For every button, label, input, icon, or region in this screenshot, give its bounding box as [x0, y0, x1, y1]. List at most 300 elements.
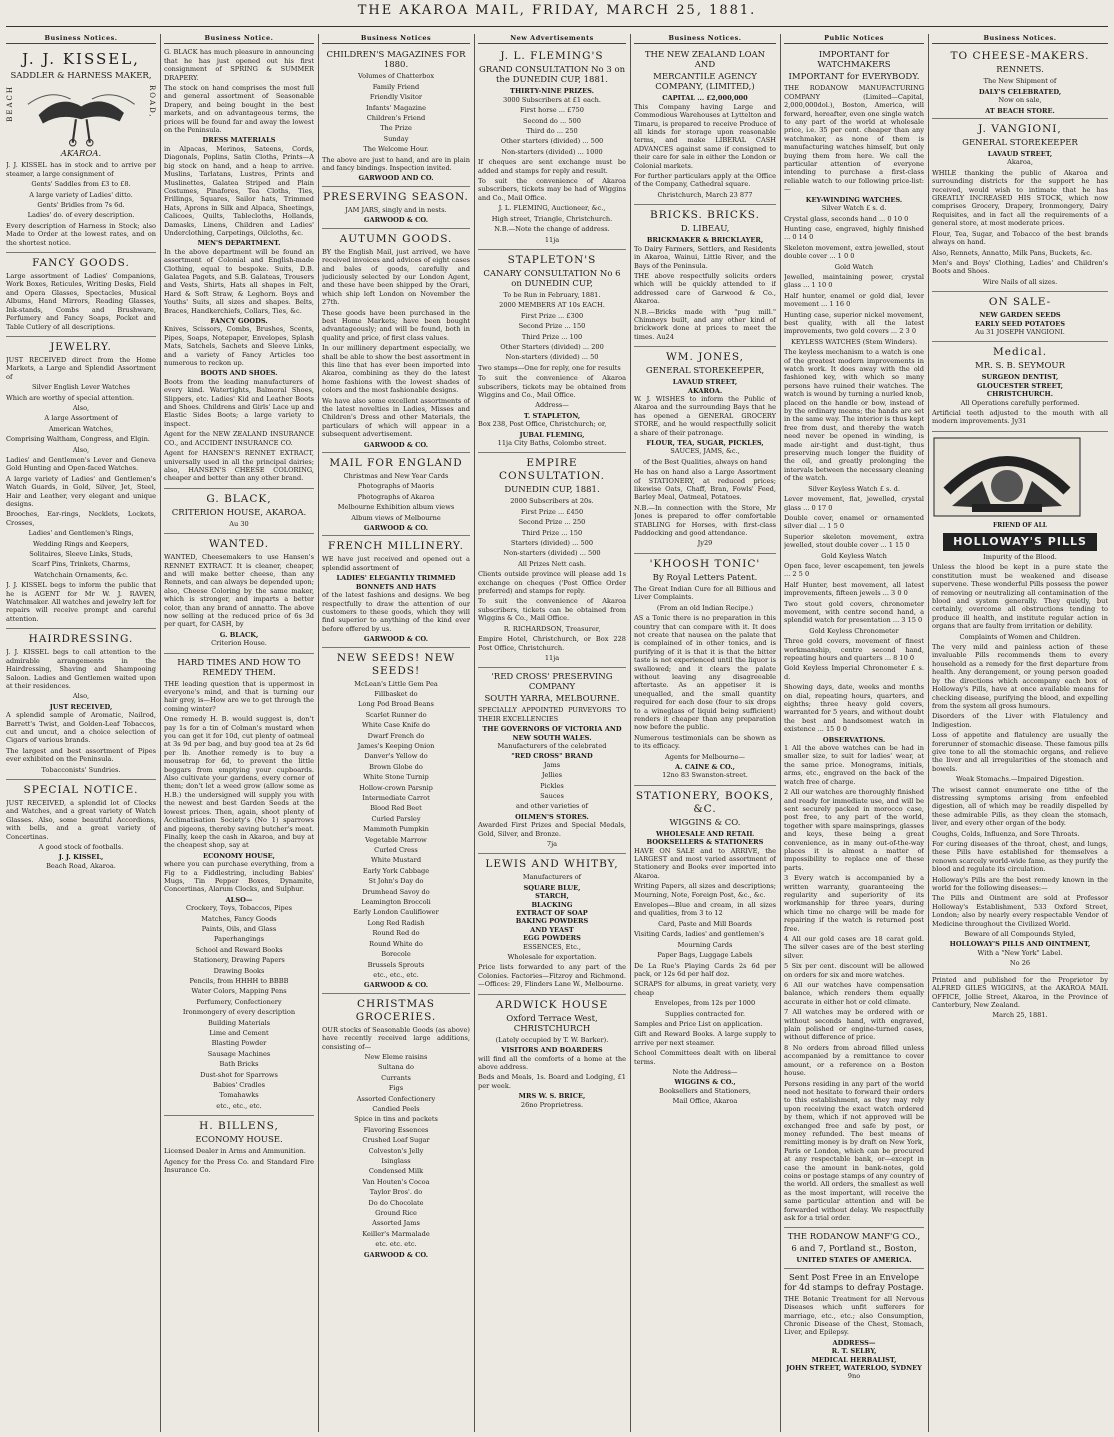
ad-text: Double cover, enamel or ornamented silver dial ... 1 5 0 — [784, 513, 924, 531]
ad-subheading: THE GOVERNORS OF VICTORIA AND NEW SOUTH WALES. — [482, 725, 622, 742]
ad-text: Christchurch, March 23 877 — [657, 190, 753, 199]
ad-text: Envelopes, from 12s per 1000 — [654, 999, 756, 1008]
ad-text: Paints, Oils, and Glass — [201, 924, 277, 933]
ad-text: Half hunter, enamel or gold dial, lever movement ... 1 16 0 — [784, 291, 924, 309]
ad-subheading: J. J. KISSEL, — [58, 853, 104, 862]
ad-text: G. BLACK has much pleasure in announcing that he has just opened out his first consignment of SPRING & SUMMER DRAPERY. — [164, 48, 314, 82]
ad-subtitle: MR. S. B. SEYMOUR — [975, 361, 1065, 372]
ad-text: In our millinery department especially, we shall be able to show the best assortment in this line that has ever been imported into Akaroa, combining as they do the latest home fashions with the lowest shades of colors and the most fashionable designs. — [322, 344, 470, 395]
ad-text: Sunday — [383, 134, 409, 143]
ad-text: Awarded First Prizes and Special Medals, Gold, Silver, and Bronze. — [478, 821, 626, 838]
advertisement — [478, 668, 626, 854]
ad-text: 3 Every watch is accompanied by a written warranty, guaranteeing the regularity and superiority of its workmanship for three years, during which time no charge will be made for repairing if the watch is returned post free. — [784, 874, 924, 933]
ad-text: Persons residing in any part of the world need not hesitate to forward their orders to this establishment, as they may rely upon receiving the exact watch ordered by them, which if not approved will be exchanged free and safe by post, or money refunded. The best means of remitting money is by draft on New York, Paris or London, which can be procured at any respectable bank, or—except in case the amount in bank-notes, gold coins or postage stamps of any country of the world. All orders, the smallest as well as the most important, will receive the same particular attention and will be forwarded without delay. We respectfully ask for a trial order. — [784, 1079, 924, 1222]
ad-subtitle: MERCANTILE AGENCY COMPANY, (LIMITED,) — [653, 72, 757, 93]
ad-text: A good stock of footballs. — [38, 843, 124, 851]
ad-text: Water Colors, Mapping Pens — [191, 987, 287, 996]
ad-text: Christmas and New Year Cards — [343, 472, 449, 481]
ad-subheading: SURGEON DENTIST, — [981, 373, 1059, 382]
ad-subheading: G. BLACK, — [219, 630, 259, 639]
advertisement — [932, 46, 1108, 119]
ad-text: Friendly Visitor — [369, 93, 423, 102]
ad-text: Holloway's Pills are the best remedy known in the world for the following diseases:— — [932, 875, 1108, 893]
ad-text: Drawing Books — [213, 966, 265, 975]
ad-subheading: ECONOMY HOUSE, — [203, 851, 275, 860]
ad-text: Perfumery, Confectionery — [196, 997, 282, 1006]
ad-subheading: OILMEN'S STORES. — [515, 812, 589, 821]
ad-title: 'KHOOSH TONIC' — [649, 557, 761, 570]
ad-text: De La Rue's Playing Cards 2s 6d per pack, or 12s 6d per half doz. — [634, 961, 776, 978]
ad-text: James's Keeping Onion — [357, 741, 435, 750]
ad-text: 1 All the above watches can be had in smaller size, to suit for ladies' wear, at the same price. Monograms, initials, arms, etc., engraved on the back of the watch free of charge. — [784, 744, 924, 786]
ad-text: Drumhead Savoy do — [362, 887, 430, 896]
ad-text: Long Red Radish — [367, 918, 425, 927]
advertisement — [164, 489, 314, 534]
ad-text: Empire Hotel, Christchurch, or Box 228 Post Office, Christchurch. — [478, 635, 626, 652]
column-rule — [780, 34, 781, 1432]
ad-text: No 26 — [1009, 959, 1031, 968]
ad-text: 5 Six per cent. discount will be allowed on orders for six and more watches. — [784, 962, 924, 979]
ad-text: J. J. KISSEL begs to call attention to the admirable arrangements in the Hairdressing, Shaving and Shampooing Saloon. Ladies and Gentlemen waited upon at their residences. — [6, 648, 156, 690]
ad-text: Two stamps—One for reply, one for results — [478, 363, 621, 372]
ad-text: First Prize ... £450 — [520, 507, 584, 516]
advertisement — [634, 554, 776, 786]
ad-text: SCRAPS for albums, in great variety, very cheap — [634, 980, 776, 997]
ad-text: The Great Indian Cure for all Billious and Liver Complaints. — [634, 584, 776, 602]
ad-text: Brooches, Ear-rings, Necklets, Lockets, Crosses, — [6, 510, 156, 527]
ad-text: Mammoth Pumpkin — [363, 825, 429, 834]
ad-title: NEW SEEDS! NEW SEEDS! — [336, 651, 456, 677]
ad-text: OUR stocks of Seasonable Goods (as above) have recently received large additions, consisting of— — [322, 1025, 470, 1051]
ad-text: To Dairy Farmers, Settlers, and Residents in Akaroa, Wainui, Little River, and the Bays of the Peninsula. — [634, 244, 776, 270]
ad-text: The Welcome Hour. — [363, 145, 429, 154]
ad-text: This Company having Large and Commodious Warehouses at Lyttelton and Timaru, is prepared to receive Produce of all kinds for storage upon reasonable terms, and make LIBERAL CASH ADVANCES against same if consigned to their care for sale in either the London or Colonial markets. — [634, 102, 776, 170]
hollo-banner: HOLLOWAY'S PILLS — [943, 533, 1097, 551]
ad-text: N.B.—In connection with the Store, Mr Jones is prepared to offer comfortable STABLING for Horses, with first-class Paddocking and good attendance. — [634, 503, 776, 538]
ad-text: Figs — [388, 1084, 404, 1093]
ad-subheading: A. CAINE & CO., — [675, 763, 735, 771]
ad-text: Disorders of the Liver with Flatulency and Indigestion. — [932, 712, 1108, 729]
advertisement — [164, 1116, 314, 1179]
ad-text: Gold Keyless Imperial Chronometer £ s. d. — [784, 664, 924, 681]
ad-text: Melbourne Exhibition album views — [337, 503, 455, 512]
ad-text: Also, — [72, 445, 90, 454]
side-label-left: BEACH — [6, 85, 14, 123]
ad-text: Third Prize ... 150 — [521, 528, 583, 537]
ad-text: Colveston's Jelly — [368, 1146, 424, 1155]
ad-subtitle: By Royal Letters Patent. — [652, 572, 758, 583]
ad-text: Tomahawks — [219, 1091, 259, 1100]
ad-title: CHRISTMAS GROCERIES. — [355, 997, 437, 1023]
ad-text: Agent for the NEW ZEALAND INSURANCE CO., and ACCIDENT INSURANCE CO. — [164, 430, 314, 447]
ad-subheading: EGG POWDERS — [523, 934, 581, 943]
column-6 — [784, 34, 924, 1432]
ad-text: (From an old Indian Recipe.) — [656, 603, 754, 612]
ad-text: To suit the convenience of Akaroa subscribers, tickets can be obtained from Wiggins & Co., Mail Office. — [478, 597, 626, 623]
ad-text: Numerous testimonials can be shown as to its efficacy. — [634, 733, 776, 751]
ad-text: Sauces — [540, 791, 564, 800]
ad-text: Non-starters (divided) ... 1000 — [501, 147, 603, 156]
ad-text: of the Best Qualities, always on hand — [642, 457, 768, 466]
ad-subheading: GARWOOD & CO. — [363, 216, 429, 225]
ad-title: THE RODANOW MANF'G CO., — [787, 1232, 921, 1243]
ad-text: ESSENCES, Etc., — [523, 942, 581, 951]
ad-title: H. BILLENS, — [199, 1120, 279, 1133]
ad-text: Note the Address— — [672, 1067, 738, 1076]
ad-text: Children's Friend — [366, 114, 426, 123]
ad-text: Danver's Yellow do — [364, 752, 428, 761]
advertisement — [6, 780, 156, 875]
ad-title: J. J. KISSEL, — [22, 50, 140, 69]
ad-text: N.B.—Bricks made with "pug mill." Chimneys built, and any other kind of brickwork done at prices to meet the times. Au24 — [634, 307, 776, 341]
ad-text: Photographs of Maoris — [357, 482, 435, 491]
ad-text: St John's Day do — [368, 877, 424, 886]
ad-text: Two stout gold covers, chronometer movement, with centre second hand, a splendid watch for presentation ... 3 15 0 — [784, 599, 924, 625]
advertisement — [478, 453, 626, 668]
ad-text: Non-starters (divided) ... 50 — [505, 353, 599, 362]
ad-text: Stationery, Drawing Papers — [193, 956, 285, 965]
ad-title: WANTED. — [208, 538, 270, 551]
ad-text: 2000 MEMBERS AT 10s EACH. — [499, 301, 605, 310]
ad-text: Visiting Cards, ladies' and gentlemen's — [634, 930, 765, 939]
ad-text: White Case Knife do — [361, 721, 431, 730]
ad-subheading: GARWOOD & CO. — [363, 635, 429, 644]
ad-subtitle: Oxford Terrace West, CHRISTCHURCH — [506, 1013, 598, 1034]
ad-text: Beds and Meals, 1s. Board and Lodging, £1 per week. — [478, 1073, 626, 1090]
ad-text: Isinglass — [381, 1157, 411, 1165]
masthead: THE AKAROA MAIL, FRIDAY, MARCH 25, 1881. — [357, 3, 757, 18]
ad-text: The keyless mechanism to a watch is one of the greatest modern improvements in watch work. It does away with the old fashioned key, with which so many persons have ruined their watches. The watch is wound by turning a nurled knob, placed on the handle or bow, instead of by the ordinary means; the hands are set in the same way. The interior is thus kept free from dust, and thereby the watch need never be opened in winding, is made air-tight and dust-tight, thus preserving much longer the fluidity of the oil, and greatly prolonging the intervals between the necessary cleaning of the watch. — [784, 348, 924, 483]
ad-title: LEWIS AND WHITBY, — [485, 858, 619, 871]
column-header: Business Notices — [322, 34, 470, 44]
ad-text: Long Pod Broad Beans — [358, 700, 434, 709]
advertisement — [6, 629, 156, 780]
ad-subheading: LADIES' ELEGANTLY TRIMMED BONNETS AND HATS — [336, 574, 456, 591]
ad-subtitle: RENNETS. — [996, 65, 1044, 76]
ad-text: SAUCES, JAMS, &c., — [670, 447, 740, 456]
ad-text: Dwarf French do — [367, 731, 425, 740]
ad-text: First horse ... £750 — [520, 106, 584, 115]
column-header: New Advertisements — [478, 34, 626, 44]
ad-subheading: UNITED STATES OF AMERICA. — [796, 1256, 912, 1265]
ad-text: These goods have been purchased in the best Home Markets; have been bought advantageously; and will be found, both in quality and price, of first class values. — [322, 308, 470, 342]
ad-title: 'RED CROSS' PRESERVING COMPANY — [491, 672, 613, 693]
ad-text: 2 All our watches are thoroughly finished and ready for immediate use, and will be sent securely packed in morocco case, post free, to any part of the world, together with spare mainsprings, glasses and keys, these being a great convenience, as in many out-of-the-way places it is almost a matter of impossibility to replace one of these parts. — [784, 788, 924, 872]
advertisement — [478, 46, 626, 250]
ad-text: Ladies' do. of every description. — [27, 211, 135, 220]
emblem-caption: FRIEND OF ALL — [992, 522, 1048, 530]
ad-text: Second do ... 500 — [523, 116, 581, 125]
ad-text: Envelopes—Blue and cream, in all sizes and qualities, from 3 to 12 — [634, 901, 776, 918]
ad-text: For further particulars apply at the Office of the Company, Cathedral square. — [634, 172, 776, 189]
ad-subheading: GARWOOD & CO. — [363, 440, 429, 449]
ad-text: White Mustard — [370, 856, 422, 865]
ad-text: THE RODANOW MANUFACTURING COMPANY (Limited—Capital, 2,000,000dol.), Boston, America, will forward, hereafter, even one single watch to any part of the world at wholesale price, i.e. 35 per cent. cheaper than any watchmaker, as none of them is manufacturing watches himself, but only buying them from here. We call the particular attention of everyone intending to purchase a first-class reliable watch to our following price-list:— — [784, 84, 924, 194]
ad-title: JEWELRY. — [50, 340, 112, 353]
ad-text: Lever movement, flat, jewelled, crystal glass ... 0 17 0 — [784, 495, 924, 512]
ad-text: Beware of all Compounds Styled, — [964, 930, 1076, 939]
advertisement — [478, 995, 626, 1114]
ad-text: Also, — [72, 692, 90, 701]
ad-text: 6 All our watches have compensation balance, which renders them equally accurate in either hot or cold climate. — [784, 981, 924, 1006]
ad-text: Leamington Broccoli — [361, 898, 431, 907]
ad-subheading: GARWOOD AND CO. — [358, 174, 434, 183]
ad-text: J. L. FLEMING, Auctioneer, &c., — [498, 204, 606, 213]
ad-title: J. VANGIONI, — [978, 123, 1062, 136]
ad-subheading: LAVAUD STREET, — [672, 378, 738, 387]
ad-text: Half Hunter, best movement, all latest improvements, fifteen jewels ... 3 0 0 — [784, 580, 924, 598]
ad-subtitle: CANARY CONSULTATION No 6 on DUNEDIN CUP, — [483, 268, 621, 289]
ad-subheading: AND YEAST — [530, 925, 574, 934]
ad-text: Wholesale for exportation. — [507, 953, 597, 962]
ad-subtitle: D. LIBEAU, — [680, 224, 730, 235]
ad-text: Blasting Powder — [211, 1039, 267, 1048]
ad-text: Fillbasket do — [374, 689, 418, 698]
ad-text: Gold Keyless Chronometer — [809, 626, 899, 635]
ad-text: Printed and published for the Proprietor by ALFRED GILES WIGGINS, at the AKAROA MAIL OFFICE, Jollie Street, Akaroa, in the Province of Canterbury, New Zealand. — [932, 975, 1108, 1009]
ad-title: STATIONERY, BOOKS, &C. — [635, 789, 775, 815]
ad-text: Assorted Confectionery — [356, 1094, 436, 1103]
ad-text: Crystal glass, seconds hand ... 0 10 0 — [784, 214, 909, 223]
ad-text: Samples and Price List on application. — [634, 1019, 763, 1028]
ad-text: Wedding Rings and Keepers, — [32, 539, 130, 548]
column-header: Business Notices. — [932, 34, 1108, 44]
ad-text: THE above respectfully solicits orders which will be quickly attended to if addressed care of Garwood & Co., Akaroa. — [634, 271, 776, 306]
ad-text: Large assortment of Ladies' Companions, Work Boxes, Reticules, Writing Desks, Field and Opera Glasses, Spectacles, Musical Albums, Hand Mirrors, Reading Glasses, Ink-stands, Combs and Brushware, Perfumery and Fancy Soaps, Pocket and Table Cutlery of all descriptions. — [6, 272, 156, 331]
ad-text: Hunting case, superior nickel movement, best quality, with all the latest improvements, two gold covers ... 2 3 0 — [784, 310, 924, 336]
ad-subheading: FANCY GOODS. — [210, 317, 268, 325]
ad-text: etc., etc., etc. — [216, 1101, 262, 1110]
ad-text: 4 All our gold cases are 18 carat gold. The silver cases are of the best sterling silver. — [784, 935, 924, 960]
ad-text: The New Shipment of — [983, 77, 1057, 86]
advertisement — [932, 974, 1108, 1025]
ad-text: Gold Keyless Watch — [821, 551, 887, 560]
ad-text: Other Starters (divided) ... 200 — [500, 342, 604, 351]
ad-text: Album views of Melbourne — [351, 513, 441, 522]
ad-text: 9no — [847, 1372, 861, 1381]
ad-text: and other varieties of — [516, 802, 588, 811]
ad-text: Babies' Cradles — [212, 1081, 266, 1090]
ad-text: of the latest fashions and designs. We beg respectfully to draw the attention of our customers to these goods, which they will find superior to anything of the kind ever before offered by us. — [322, 591, 470, 633]
saddle-icon — [10, 83, 153, 147]
ad-text: Every description of Harness in Stock; also Made to Order at the lowest rates, and on the shortest notice. — [6, 221, 156, 247]
ad-text: Brussels Sprouts — [367, 960, 425, 969]
advertisement — [322, 229, 470, 453]
ad-text: With a "New York" Label. — [977, 948, 1063, 957]
ad-title: ON SALE- — [988, 296, 1052, 309]
top-rule — [6, 26, 1108, 27]
ad-title: IMPORTANT for WATCHMAKERS — [817, 50, 891, 71]
ad-subheading: LAVAUD STREET, — [987, 150, 1053, 159]
ad-subheading: BAKING POWDERS — [515, 917, 589, 926]
ad-text: Which are worthy of special attention. — [6, 393, 135, 402]
ad-text: Jellies — [541, 771, 563, 780]
advertisement — [634, 46, 776, 205]
ad-subheading: JUBAL FLEMING, — [519, 430, 585, 439]
ad-subheading: DALY'S CELEBRATED, — [978, 87, 1062, 96]
ad-text: Assorted Jams — [372, 1219, 420, 1228]
ad-text: Writing Papers, all sizes and descriptions; Mourning, Note, Foreign Post, &c., &c. — [634, 882, 776, 899]
ad-title: PRESERVING SEASON. — [323, 190, 469, 203]
ad-text: Paper Bags, Luggage Labels — [657, 951, 753, 960]
ad-text: Mail Office, Akaroa — [672, 1097, 738, 1106]
column-header: Public Notices — [784, 34, 924, 44]
ad-subheading: KEY-WINDING WATCHES. — [805, 195, 903, 204]
ad-text: The very mild and painless action of these invaluable Pills recommends them to every household as a remedy for the first departure from health. Any derangement, or young person goaded by the directions which accompany each box of Holloway's Pills, have at once available means for checking disease, purifying the blood, and expelling from the system all gross humours. — [932, 643, 1108, 710]
advertisement — [322, 648, 470, 994]
column-rule — [318, 34, 319, 1432]
column-rule — [474, 34, 475, 1432]
ad-text: Licensed Dealer in Arms and Ammunition. — [164, 1147, 306, 1156]
ad-text: BY the English Mail, just arrived, we have received invoices and advices of eight cases and bales of goods, carefully and judiciously selected by our London Agent, and these have been shipped by the Orari, which ship left London on November the 27th. — [322, 247, 470, 307]
ad-subheading: AKAROA. — [687, 386, 723, 395]
ad-text: Borecole — [381, 950, 411, 959]
ad-text: 12no 83 Swanston-street. — [662, 771, 748, 780]
ad-text: The above are just to hand, and are in plain and fancy bindings. Inspection invited. — [322, 155, 470, 173]
ad-text: In the above department will be found an assortment of Colonial and English-made Clothing, equal to bespoke. Suits, D.B. Galatea Pagets, and S.B. Galateas, Trousers and Vests, Shirts, Hats all shapes in Felt, Hard & Soft Straw, & Leghorn. Boys and Youths' Suits, all sizes and shapes. Belts, Braces, Handkerchiefs, Collars, Ties, &c. — [164, 247, 314, 315]
ad-subtitle: IMPORTANT for EVERYBODY. — [788, 72, 920, 83]
ad-text: Supplies contracted for. — [665, 1009, 745, 1018]
advertisement — [932, 342, 1108, 431]
ad-text: The Prize — [380, 124, 412, 133]
column-1 — [6, 34, 156, 1432]
ad-title: Sent Post Free in an Envelope for 4d stamps to defray Postage. — [784, 1272, 924, 1293]
ad-text: WHILE thanking the public of Akaroa and surrounding districts for the support he has received, would wish to intimate that he has GREATLY INCREASED HIS STOCK, which now comprises Grocery, Drapery, Ironmongery, Dairy Requisites, and in fact all the requirements of a general store, at most moderate prices. — [932, 168, 1108, 228]
ad-subheading: NEW GARDEN SEEDS — [979, 311, 1061, 320]
column-7 — [932, 34, 1108, 1432]
ad-text: JUST RECEIVED direct from the Home Markets, a Large and Splendid Assortment of — [6, 355, 156, 381]
ad-text: Price lists forwarded to any part of the Colonies. Factories—Fitzroy and Richmond.—Offices: 29, Flinders Lane W., Melbourne. — [478, 963, 626, 989]
ad-subheading: HOLLOWAY'S PILLS AND OINTMENT, — [949, 940, 1091, 949]
ad-subheading: WHOLESALE AND RETAIL — [656, 829, 754, 838]
ad-text: A large Assortment of — [44, 414, 118, 423]
ad-text: Ladies' and Gentlemen's Rings, — [28, 529, 134, 538]
ad-text: 26no Proprietress. — [520, 1100, 584, 1109]
ad-subheading: GLOUCESTER STREET, — [976, 381, 1064, 390]
ad-text: 7ja — [546, 840, 558, 848]
ad-text: JAM JARS, singly and in nests. — [345, 205, 447, 214]
ad-text: Hollow-crown Parsnip — [359, 783, 433, 792]
ad-text: Unless the blood be kept in a pure state the constitution must be weakened and disease supervene. These wonderful Pills possess the power of removing or neutralizing all contamination of the blood and system generally. They quietly, but certainly, overcome all obstructions tending to produce ill health, and institute regular action in organs that are faulty from irritation or debility. — [932, 563, 1108, 631]
ad-title: WM. JONES, — [665, 351, 745, 364]
ad-text: Crushed Loaf Sugar — [362, 1136, 430, 1145]
ad-text: Blood Red Beet — [370, 804, 422, 813]
ad-text: Third Prize ... 100 — [521, 332, 583, 341]
ad-text: Building Materials — [207, 1018, 271, 1027]
advertisement — [634, 347, 776, 554]
ad-text: Gift and Reward Books. A large supply to arrive per next steamer. — [634, 1030, 776, 1047]
ad-text: Jams — [543, 760, 561, 769]
ad-subheading: AT BEACH STORE. — [985, 106, 1055, 115]
ad-text: McLean's Little Gem Pea — [354, 679, 438, 688]
ad-title: MAIL FOR ENGLAND — [329, 457, 463, 470]
ad-text: Early London Cauliflower — [353, 908, 439, 917]
ad-text: Jy29 — [697, 539, 713, 548]
side-label-right: ROAD, — [148, 85, 156, 120]
ad-subheading: MEN'S DEPARTMENT. — [197, 239, 281, 248]
ad-subheading: "RED CROSS" BRAND — [511, 752, 593, 761]
ad-text: Weak Stomachs.—Impaired Digestion. — [956, 775, 1084, 784]
ad-subtitle: CRITERION HOUSE, AKAROA. — [171, 507, 307, 518]
ad-text: Bath Bricks — [219, 1060, 259, 1069]
ad-text: Condensed Milk — [368, 1167, 424, 1176]
column-2 — [164, 34, 314, 1432]
advertisement — [164, 534, 314, 653]
ad-subtitle: DUNEDIN CUP, 1881. — [504, 485, 600, 496]
ad-text: Box 238, Post Office, Christchurch; or, — [478, 420, 607, 429]
ad-text: Superior skeleton movement, extra jewelled, stout double cover ... 1 15 0 — [784, 532, 924, 550]
ad-text: Showing days, date, weeks and months on dial, repeating hours, quarters, and eighths; three heavy gold covers, warranted for 5 years, and without doubt the best and handsomest watch in existence ... 15 0 0 — [784, 683, 924, 734]
saddle-emblem-wrap — [6, 83, 156, 147]
ad-text: Third do ... 250 — [526, 127, 578, 136]
ad-text: Ground Rice — [375, 1209, 417, 1218]
ad-place: AKAROA. — [60, 149, 102, 160]
ad-title: FRENCH MILLINERY. — [328, 540, 464, 553]
ad-text: J. J. KISSEL has in stock and to arrive per steamer, a large consignment of — [6, 161, 156, 178]
ad-text: Complaints of Women and Children. — [959, 632, 1081, 641]
ad-text: Photographs of Akaroa — [357, 492, 435, 501]
ad-text: WE have just received and opened out a splendid assortment of — [322, 555, 470, 572]
ad-subheading: ADDRESS— — [832, 1338, 876, 1347]
ad-text: Round White do — [369, 939, 423, 948]
ad-text: High street, Triangle, Christchurch. — [491, 214, 613, 223]
ad-text: Curled Cress — [374, 846, 418, 855]
ad-text: Paperhangings — [214, 935, 264, 944]
ad-subtitle: ECONOMY HOUSE. — [195, 1135, 283, 1146]
ad-text: Second Prize ... 150 — [518, 322, 586, 331]
ad-text: American Watches, — [48, 424, 114, 433]
ad-subheading: JOHN STREET, WATERLOO, SYDNEY — [786, 1364, 922, 1373]
advertisement — [322, 187, 470, 229]
column-5 — [634, 34, 776, 1432]
ad-title: G. BLACK, — [206, 492, 272, 505]
ad-text: One remedy H. B. would suggest is, don't pay 1s for a tin of Colman's mustard when you can get it for 10d, cut plenty of oatmeal at 3s 9d per bag, and buy good tea at 2s 6d per lb. Another remedy is to buy a mousetrap for 6d, to prevent the little beggars from emptying your cupboards. Also cultivate your gardens, every corner of them; don't let a weed grow (allow some as H.B.) the undersigned will supply you with the newest and best Garden Seeds at the lowest prices. Then, again, shoot plenty of Acclimatisation Society's (No 1) sparrows and pigeons, thereby saving butcher's meat. Finally, keep the cash in Akaroa, and buy at the cheapest shop, say at — [164, 715, 314, 850]
ad-text: Non-starters (divided) ... 500 — [503, 549, 601, 558]
ad-title: THE NEW ZEALAND LOAN AND — [644, 50, 766, 71]
ad-text: Taylor Bros'. do — [369, 1188, 423, 1197]
advertisement — [322, 994, 470, 1262]
ad-text: For curing diseases of the throat, chest, and lungs, these Pills have established for themselves a renown scarcely world-wide fame, as they purify the blood and regulate its circulation. — [932, 840, 1108, 874]
ad-text: Coughs, Colds, Influenza, and Sore Throats. — [932, 829, 1080, 838]
ad-text: Dust-shot for Sparrows — [200, 1070, 278, 1079]
ad-text: Criterion House. — [211, 639, 267, 648]
ad-text: Also, — [72, 403, 90, 412]
advertisement — [784, 46, 924, 1228]
advertisement — [322, 46, 470, 186]
ad-text: Silver Keyless Watch £ s. d. — [808, 484, 900, 493]
ad-text: All Prizes Nett cash. — [517, 559, 587, 568]
ad-text: All Operations carefully performed. — [960, 398, 1080, 407]
ad-text: Silver English Lever Watches — [31, 383, 130, 392]
advertisement — [932, 432, 1108, 974]
ad-text: Card, Paste and Mill Boards — [658, 919, 752, 928]
ad-text: Silver Watch £ s. d. — [821, 204, 887, 213]
advertisement — [164, 46, 314, 488]
ad-text: Early York Cabbage — [362, 866, 430, 875]
ad-text: Au 30 — [229, 519, 249, 528]
advertisement — [6, 46, 156, 253]
ad-text: To suit the convenience of Akaroa subscribers, tickets may be had of Wiggins and Co., Mail Office. — [478, 177, 626, 202]
ad-text: Gents' Bridles from 7s 6d. — [37, 201, 125, 210]
ad-text: Matches, Fancy Goods — [201, 914, 277, 923]
ad-title: STAPLETON'S — [507, 253, 597, 266]
ad-subheading: THIRTY-NINE PRIZES. — [510, 87, 594, 96]
friend-of-all-emblem-icon — [932, 436, 1082, 518]
ad-subheading: MRS W. S. BRICE, — [518, 1092, 586, 1101]
ad-text: JUST RECEIVED, a splendid lot of Clocks and Watches, and a great variety of Watch Glasses. Also, some beautiful Accordions, with bells, and a great variety of Concertinas. — [6, 798, 156, 841]
ad-text: Tobacconists' Sundries. — [41, 765, 121, 774]
ad-text: Candied Peels — [372, 1104, 420, 1113]
